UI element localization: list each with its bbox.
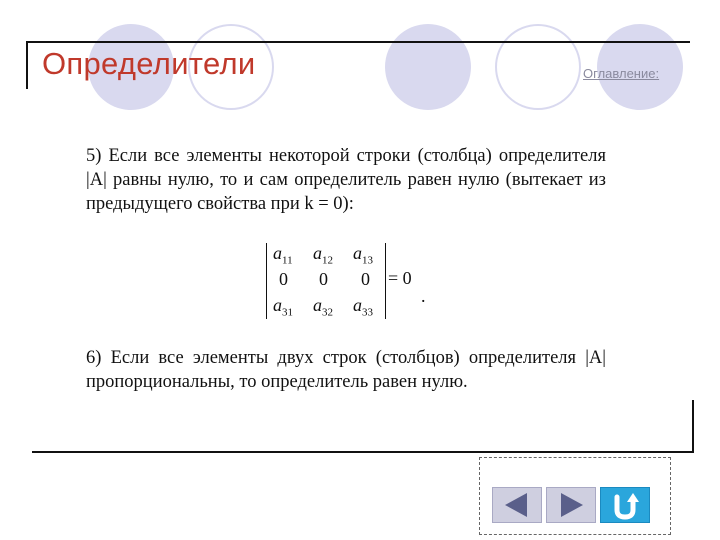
decor-circle-4	[495, 24, 581, 110]
triangle-left-icon	[493, 488, 541, 522]
equals-zero: = 0	[388, 268, 412, 288]
matrix-cell-zero-3: 0	[361, 269, 370, 289]
back-button[interactable]	[492, 487, 542, 523]
forward-button[interactable]	[546, 487, 596, 523]
frame-bottom-line	[32, 451, 694, 453]
decor-circle-3	[385, 24, 471, 110]
triangle-right-icon	[547, 488, 595, 522]
matrix-cell-a32: $a_{32}$	[313, 295, 333, 319]
zero-row-determinant	[266, 243, 386, 319]
frame-left-line	[26, 41, 28, 89]
matrix-cell-a31: $a_{31}$	[273, 295, 293, 319]
matrix-cell-a11: $a_{11}$	[273, 243, 293, 267]
matrix-cell-zero-2: 0	[319, 269, 328, 289]
frame-top-line	[26, 41, 690, 43]
property-5-text: 5) Если все элементы некоторой строки (столбца) определителя |A| равны нулю, то и сам определитель равен нулю (вытекает из предыдущего свойства при k = 0):	[86, 146, 606, 214]
matrix-cell-a13: $a_{13}$	[353, 243, 373, 267]
matrix-cell-a12: $a_{12}$	[313, 243, 333, 267]
formula-period: .	[421, 286, 426, 306]
property-6-text: 6) Если все элементы двух строк (столбцов) определителя |A| пропорциональны, то определитель равен нулю.	[86, 348, 606, 392]
return-button[interactable]	[600, 487, 650, 523]
frame-right-line	[692, 400, 694, 452]
table-of-contents-link[interactable]: Оглавление:	[583, 66, 660, 81]
u-turn-arrow-icon	[601, 488, 649, 522]
page-title: Определители	[42, 46, 256, 81]
matrix-cell-zero-1: 0	[279, 269, 288, 289]
matrix-cell-a33: $a_{33}$	[353, 295, 373, 319]
